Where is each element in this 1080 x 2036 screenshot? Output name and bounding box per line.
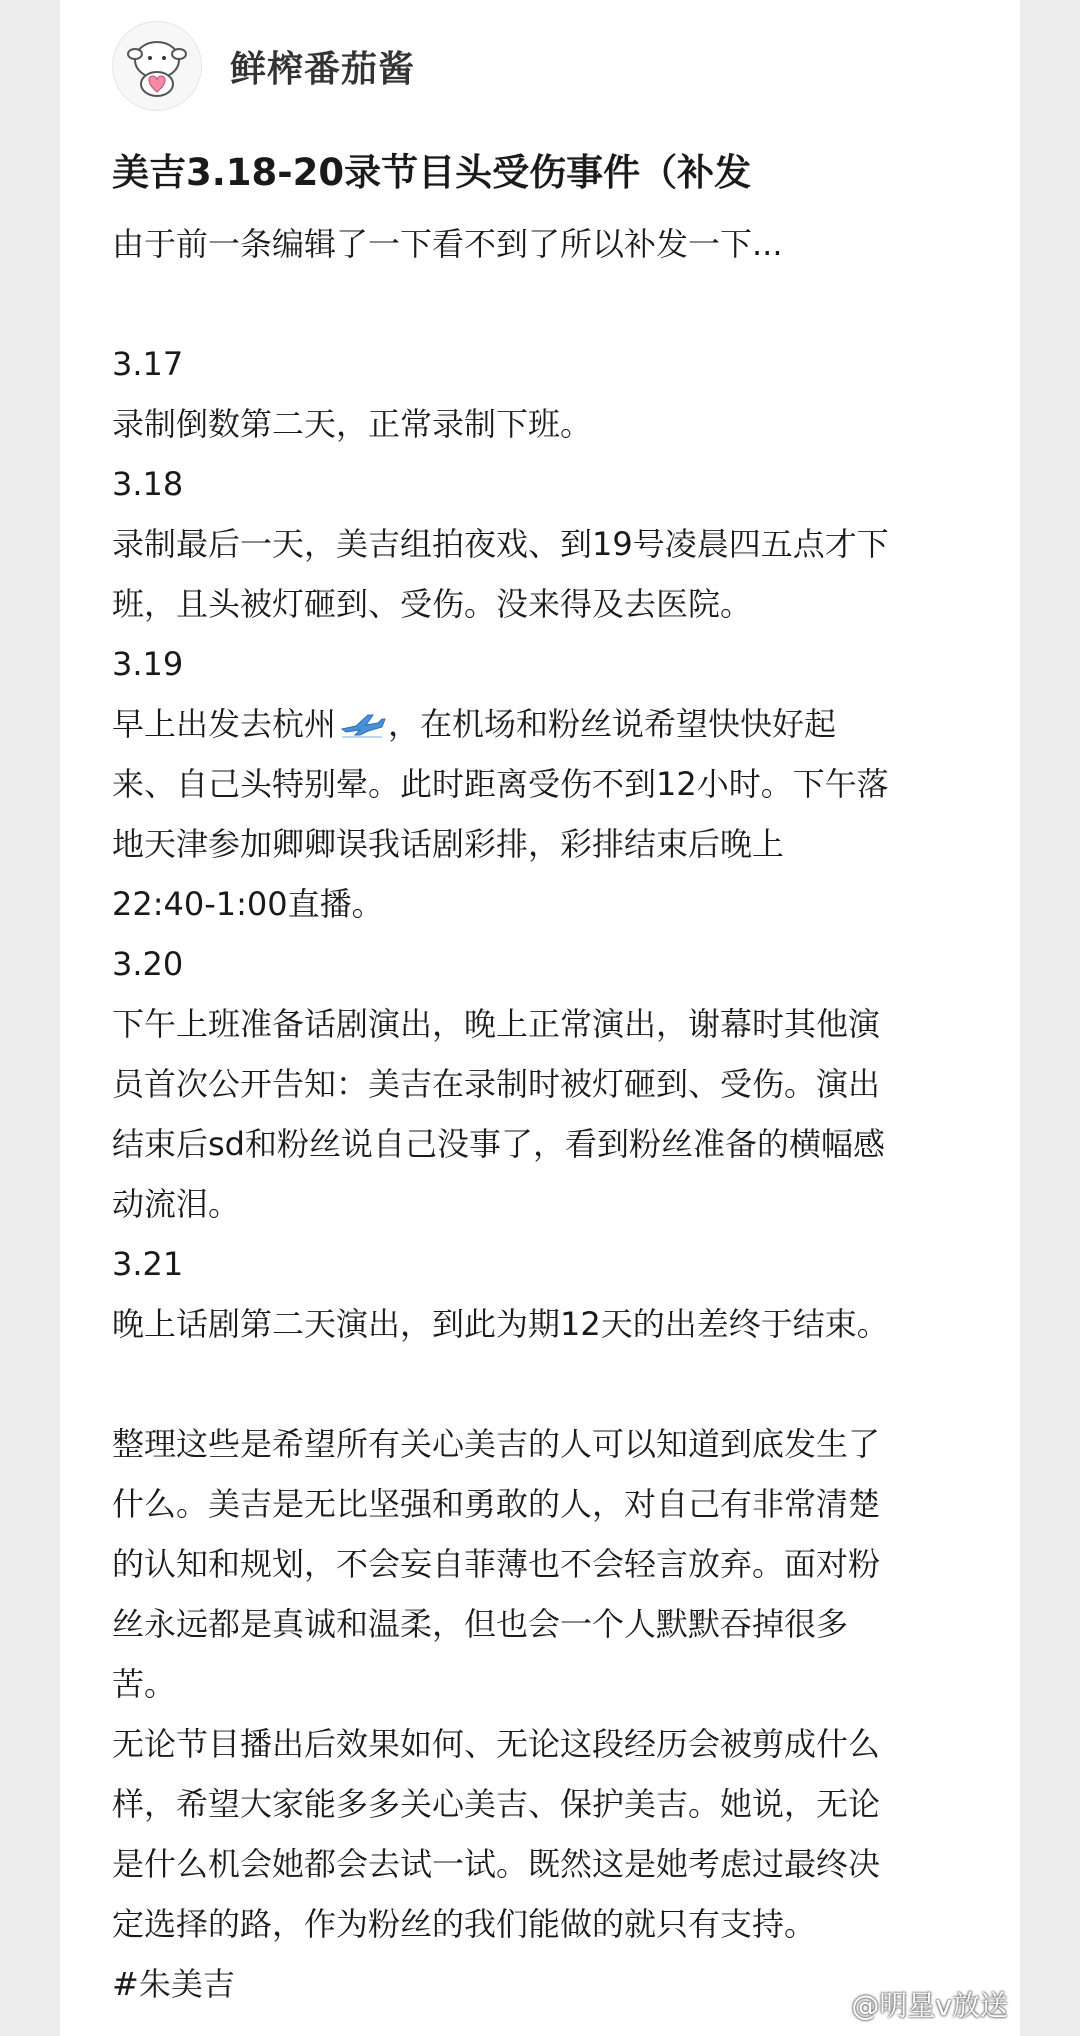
date-line: 3.19 [112,645,184,683]
body-line: 动流泪。 [112,1185,241,1223]
body-line: 样，希望大家能多多关心美吉、保护美吉。她说，无论 [112,1785,881,1823]
body-line-part: ，在机场和粉丝说希望快快好起 [388,705,837,743]
body-line: 下午上班准备话剧演出，晚上正常演出，谢幕时其他演 [112,1005,881,1043]
body-line: 结束后sd和粉丝说自己没事了，看到粉丝准备的横幅感 [112,1125,885,1163]
body-line: 是什么机会她都会去试一试。既然这是她考虑过最终决 [112,1845,881,1883]
author-name[interactable]: 鲜榨番茄酱 [230,48,416,90]
post-body [112,214,942,2014]
blank-line [112,274,942,334]
body-line: 无论节目播出后效果如何、无论这段经历会被剪成什么 [112,1725,881,1763]
hashtag-link[interactable]: #朱美吉 [112,1965,235,2003]
date-line: 3.17 [112,345,184,383]
body-line-part: 早上出发去杭州 [112,705,337,743]
watermark-text: @明星v放送 [851,1989,1008,2022]
body-line: 整理这些是希望所有关心美吉的人可以知道到底发生了 [112,1425,881,1463]
watermark [813,1984,1008,2024]
date-line: 3.20 [112,945,184,983]
body-line: 苦。 [112,1665,177,1703]
airplane-icon [338,709,386,739]
body-line [112,694,942,754]
body-line: 录制倒数第二天，正常录制下班。 [112,405,593,443]
post-header [112,18,415,114]
body-line: 来、自己头特别晕。此时距离受伤不到12小时。下午落 [112,765,889,803]
post-card [60,0,1020,2036]
post-title: 美吉3.18-20录节目头受伤事件（补发 [112,151,752,194]
avatar[interactable] [112,21,202,111]
body-line: 员首次公开告知：美吉在录制时被灯砸到、受伤。演出 [112,1065,881,1103]
body-line: 丝永远都是真诚和温柔，但也会一个人默默吞掉很多 [112,1605,849,1643]
sheep-with-heart-icon [113,22,201,110]
blank-line [112,1354,942,1414]
body-line: 由于前一条编辑了一下看不到了所以补发一下... [112,225,783,263]
body-line: 晚上话剧第二天演出，到此为期12天的出差终于结束。 [112,1305,889,1343]
body-line: 录制最后一天，美吉组拍夜戏、到19号凌晨四五点才下 [112,525,889,563]
body-line: 班，且头被灯砸到、受伤。没来得及去医院。 [112,585,753,623]
body-line: 什么。美吉是无比坚强和勇敢的人，对自己有非常清楚 [112,1485,881,1523]
body-line: 地天津参加卿卿误我话剧彩排，彩排结束后晚上 [112,825,785,863]
date-line: 3.18 [112,465,184,503]
body-line: 22:40-1:00直播。 [112,885,384,923]
weibo-icon [813,1990,847,2018]
date-line: 3.21 [112,1245,184,1283]
body-line: 定选择的路，作为粉丝的我们能做的就只有支持。 [112,1905,817,1943]
body-line: 的认知和规划，不会妄自菲薄也不会轻言放弃。面对粉 [112,1545,881,1583]
